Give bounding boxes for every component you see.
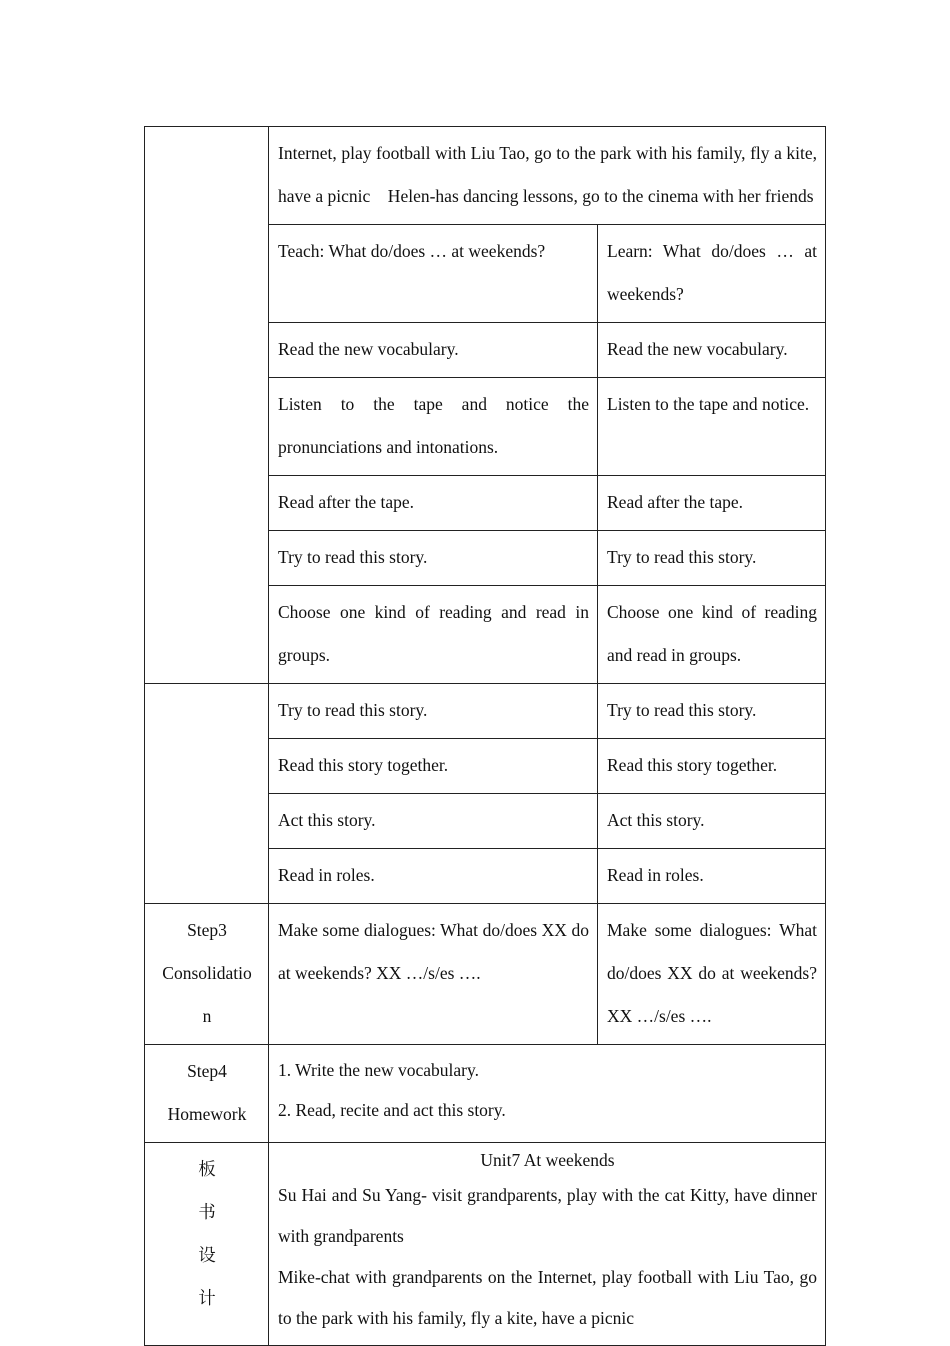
step-label-cell — [145, 127, 269, 684]
lesson-plan-table — [144, 126, 826, 1346]
table-row — [145, 684, 826, 739]
teacher-activity: Teach: What do/does … at weekends? — [269, 225, 598, 323]
student-activity: Read this story together. — [598, 739, 826, 794]
board-label-char: 板 — [198, 1159, 216, 1179]
step3-label-line: n — [202, 1006, 212, 1026]
table-row — [145, 127, 826, 225]
student-activity: Try to read this story. — [598, 684, 826, 739]
student-activity: Act this story. — [598, 794, 826, 849]
board-title: Unit7 At weekends — [480, 1150, 615, 1170]
teacher-activity: Read the new vocabulary. — [269, 323, 598, 378]
student-activity: Listen to the tape and notice. — [598, 378, 826, 476]
teacher-activity: Read after the tape. — [269, 476, 598, 531]
teacher-activity: Make some dialogues: What do/does XX do at weekends? XX …/s/es …. — [269, 904, 598, 1045]
step3-label-line: Consolidatio — [162, 963, 252, 983]
teacher-activity: Act this story. — [269, 794, 598, 849]
teacher-activity: Try to read this story. — [269, 684, 598, 739]
step3-label — [145, 904, 269, 1045]
teacher-activity: Read in roles. — [269, 849, 598, 904]
intro-cell: Internet, play football with Liu Tao, go to the park with his family, fly a kite, have a picnic Helen-has dancing lessons, go to the cinema with her friends — [269, 127, 826, 225]
teacher-activity: Try to read this story. — [269, 531, 598, 586]
teacher-activity: Listen to the tape and notice the pronunciations and intonations. — [269, 378, 598, 476]
step4-label — [145, 1045, 269, 1143]
board-label-char: 书 — [198, 1202, 216, 1222]
homework-item: 2. Read, recite and act this story. — [278, 1100, 506, 1120]
board-line: Su Hai and Su Yang- visit grandparents, play with the cat Kitty, have dinner with grandparents — [278, 1185, 818, 1246]
student-activity: Choose one kind of reading and read in groups. — [598, 586, 826, 684]
table-row — [145, 1045, 826, 1143]
board-design-cell — [269, 1143, 826, 1346]
table-row — [145, 904, 826, 1045]
homework-cell — [269, 1045, 826, 1143]
step4-label-line: Homework — [167, 1104, 247, 1124]
student-activity: Learn: What do/does … at weekends? — [598, 225, 826, 323]
table-row — [145, 1143, 826, 1346]
student-activity: Read in roles. — [598, 849, 826, 904]
board-design-label — [145, 1143, 269, 1346]
student-activity: Read after the tape. — [598, 476, 826, 531]
board-label-char: 计 — [198, 1288, 216, 1308]
student-activity: Make some dialogues: What do/does XX do at weekends? XX …/s/es …. — [598, 904, 826, 1045]
step4-label-line: Step4 — [187, 1061, 227, 1081]
board-line: Mike-chat with grandparents on the Internet, play football with Liu Tao, go to the park with his family, fly a kite, have a picnic — [278, 1267, 818, 1328]
student-activity: Read the new vocabulary. — [598, 323, 826, 378]
step-label-cell — [145, 684, 269, 904]
board-label-char: 设 — [198, 1245, 216, 1265]
teacher-activity: Read this story together. — [269, 739, 598, 794]
student-activity: Try to read this story. — [598, 531, 826, 586]
teacher-activity: Choose one kind of reading and read in groups. — [269, 586, 598, 684]
step3-label-line: Step3 — [187, 920, 227, 940]
homework-item: 1. Write the new vocabulary. — [278, 1060, 479, 1080]
